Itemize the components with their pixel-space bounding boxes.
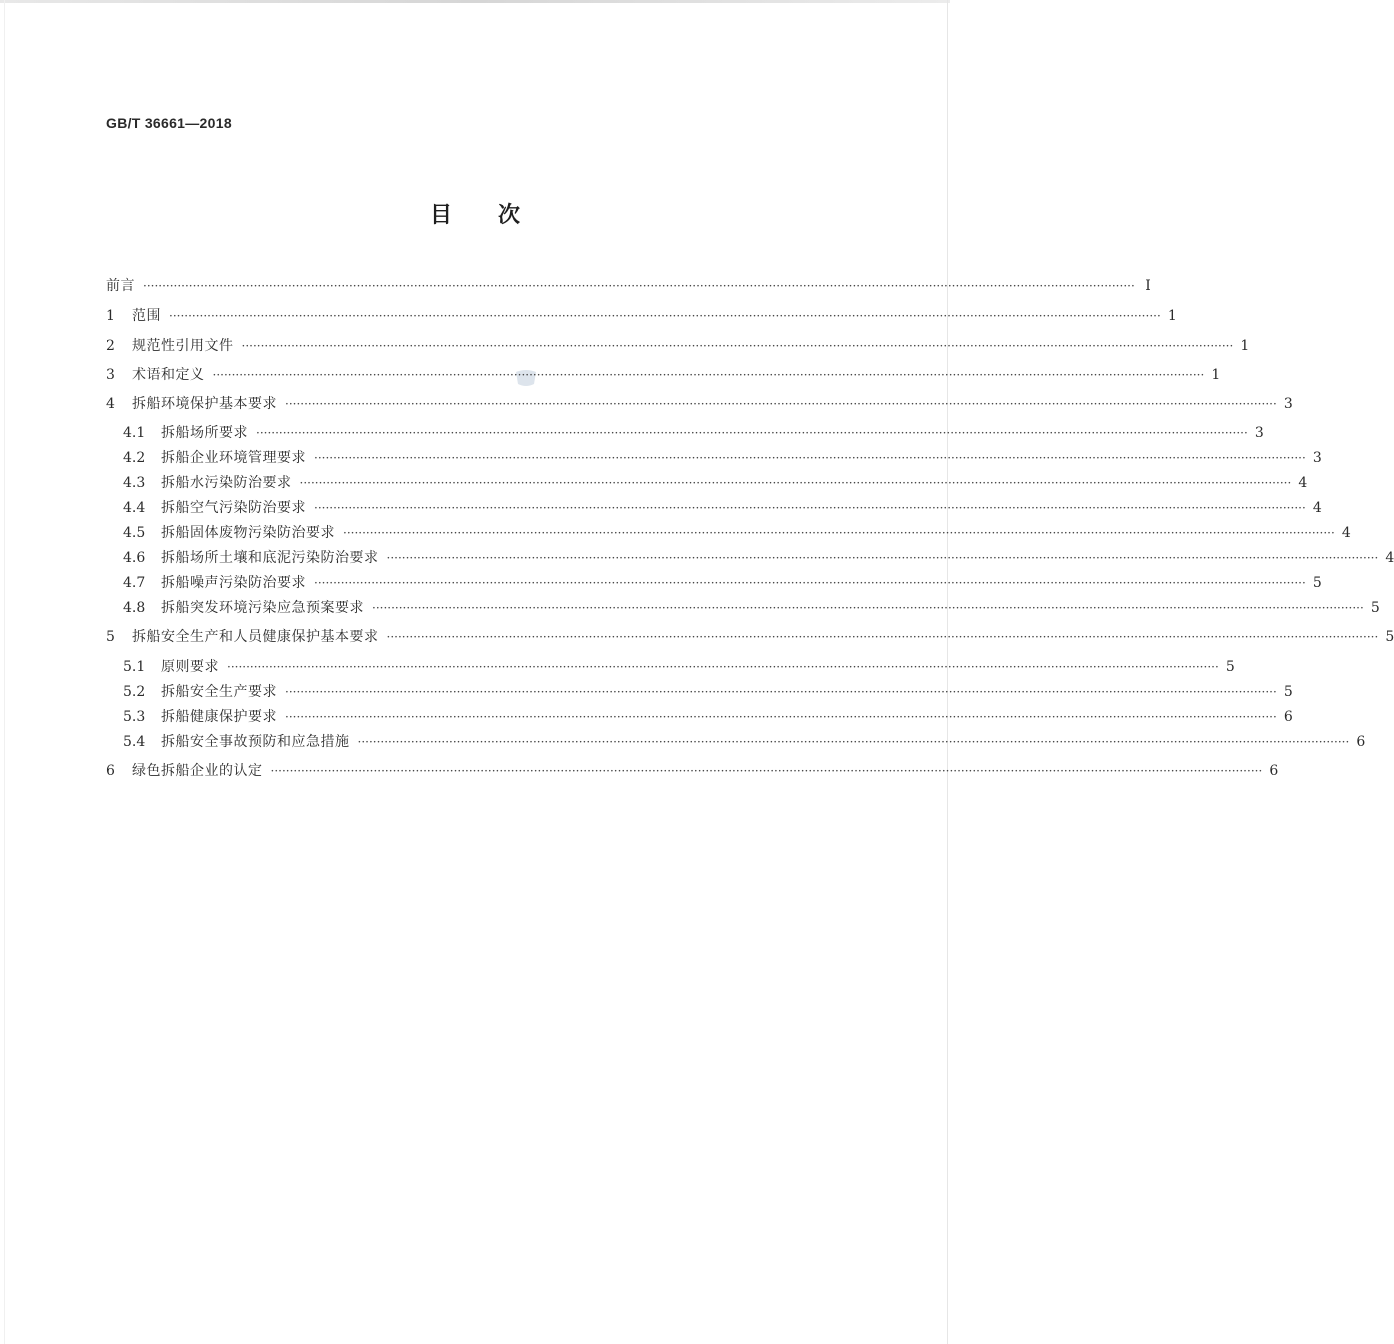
toc-entry-label: 拆船环境保护基本要求 bbox=[132, 396, 277, 412]
toc-entry-page: 3 bbox=[1254, 425, 1264, 441]
toc-entry-page: 1 bbox=[1240, 338, 1250, 354]
toc-entry-page: 5 bbox=[1385, 629, 1394, 645]
toc-entry-label: 规范性引用文件 bbox=[132, 338, 234, 354]
page-title: 目次 bbox=[429, 203, 566, 228]
toc-entry-page: 5 bbox=[1370, 600, 1380, 616]
toc-dot-leader: ···································································································································································································································································· bbox=[386, 551, 1379, 565]
toc-entry-label: 术语和定义 bbox=[132, 367, 205, 383]
toc-entry[interactable] bbox=[123, 423, 1264, 443]
toc-entry-page: 4 bbox=[1341, 525, 1351, 541]
toc-entry-label: 拆船固体废物污染防治要求 bbox=[161, 525, 335, 541]
toc-entry-label: 原则要求 bbox=[161, 659, 219, 675]
toc-entry[interactable] bbox=[106, 627, 1394, 647]
toc-dot-leader: ···································································································································································································································································· bbox=[270, 764, 1263, 778]
toc-entry-label: 拆船噪声污染防治要求 bbox=[161, 575, 306, 591]
toc-entry-number: 3 bbox=[106, 367, 115, 383]
toc-entry[interactable] bbox=[123, 523, 1351, 543]
toc-entry[interactable] bbox=[106, 761, 1279, 781]
toc-dot-leader: ···································································································································································································································································· bbox=[285, 710, 1277, 724]
toc-dot-leader: ···································································································································································································································································· bbox=[357, 735, 1350, 749]
toc-entry-label: 拆船空气污染防治要求 bbox=[161, 500, 306, 516]
toc-entry[interactable] bbox=[106, 394, 1293, 414]
toc-entry-label: 拆船健康保护要求 bbox=[161, 709, 277, 725]
toc-entry[interactable] bbox=[123, 498, 1322, 518]
toc-entry-label: 拆船场所要求 bbox=[161, 425, 248, 441]
toc-entry[interactable] bbox=[106, 276, 1151, 296]
toc-entry-label: 绿色拆船企业的认定 bbox=[132, 763, 263, 779]
toc-entry-number: 5.2 bbox=[123, 684, 146, 700]
toc-dot-leader: ···································································································································································································································································· bbox=[299, 476, 1292, 490]
page-top-edge bbox=[0, 0, 950, 3]
standard-number: GB/T 36661—2018 bbox=[106, 115, 232, 131]
toc-entry[interactable] bbox=[123, 448, 1322, 468]
toc-entry-page: 5 bbox=[1225, 659, 1235, 675]
toc-entry[interactable] bbox=[123, 657, 1235, 677]
toc-entry-number: 4 bbox=[106, 396, 115, 412]
toc-dot-leader: ···································································································································································································································································· bbox=[256, 426, 1248, 440]
toc-entry[interactable] bbox=[123, 473, 1308, 493]
toc-dot-leader: ···································································································································································································································································· bbox=[314, 576, 1306, 590]
toc-entry[interactable] bbox=[106, 306, 1177, 326]
toc-entry-number: 4.3 bbox=[123, 475, 146, 491]
toc-entry-page: 4 bbox=[1298, 475, 1308, 491]
toc-dot-leader: ···································································································································································································································································· bbox=[372, 601, 1364, 615]
toc-entry-label: 范围 bbox=[132, 308, 161, 324]
toc-dot-leader: ···································································································································································································································································· bbox=[285, 685, 1277, 699]
toc-dot-leader: ···································································································································································································································································· bbox=[241, 339, 1234, 353]
toc-entry[interactable] bbox=[106, 336, 1250, 356]
toc-entry[interactable] bbox=[123, 682, 1293, 702]
toc-entry-number: 4.1 bbox=[123, 425, 146, 441]
toc-entry-page: 4 bbox=[1385, 550, 1394, 566]
toc-entry[interactable] bbox=[106, 365, 1221, 385]
toc-dot-leader: ···································································································································································································································································· bbox=[314, 501, 1306, 515]
toc-entry-label: 拆船突发环境污染应急预案要求 bbox=[161, 600, 364, 616]
toc-entry-number: 5.3 bbox=[123, 709, 146, 725]
toc-dot-leader: ···································································································································································································································································· bbox=[143, 279, 1135, 293]
toc-entry-page: 6 bbox=[1283, 709, 1293, 725]
toc-entry-number: 6 bbox=[106, 763, 115, 779]
toc-entry-page: 5 bbox=[1312, 575, 1322, 591]
toc-dot-leader: ···································································································································································································································································· bbox=[169, 309, 1161, 323]
toc-entry-number: 5.1 bbox=[123, 659, 146, 675]
toc-entry-number: 4.7 bbox=[123, 575, 146, 591]
toc-dot-leader: ···································································································································································································································································· bbox=[314, 451, 1306, 465]
toc-dot-leader: ···································································································································································································································································· bbox=[285, 397, 1277, 411]
toc-entry-page: 4 bbox=[1312, 500, 1322, 516]
toc-entry-number: 4.6 bbox=[123, 550, 146, 566]
toc-entry[interactable] bbox=[123, 548, 1394, 568]
toc-entry-number: 5 bbox=[106, 629, 115, 645]
toc-entry-page: Ⅰ bbox=[1145, 278, 1151, 294]
toc-entry-number: 2 bbox=[106, 338, 115, 354]
toc-entry-label: 拆船安全生产和人员健康保护基本要求 bbox=[132, 629, 379, 645]
toc-entry[interactable] bbox=[123, 598, 1380, 618]
toc-entry-number: 5.4 bbox=[123, 734, 146, 750]
toc-entry-page: 5 bbox=[1283, 684, 1293, 700]
toc-entry-number: 4.2 bbox=[123, 450, 146, 466]
toc-entry-page: 3 bbox=[1312, 450, 1322, 466]
toc-dot-leader: ···································································································································································································································································· bbox=[212, 368, 1205, 382]
toc-entry-page: 3 bbox=[1283, 396, 1293, 412]
toc-entry-number: 4.5 bbox=[123, 525, 146, 541]
toc-entry-number: 1 bbox=[106, 308, 115, 324]
toc-entry-number: 4.8 bbox=[123, 600, 146, 616]
toc-entry-label: 拆船安全生产要求 bbox=[161, 684, 277, 700]
toc-entry-number: 4.4 bbox=[123, 500, 146, 516]
toc-dot-leader: ···································································································································································································································································· bbox=[343, 526, 1335, 540]
toc-entry[interactable] bbox=[123, 573, 1322, 593]
toc-entry-page: 1 bbox=[1167, 308, 1177, 324]
toc-entry-label: 拆船安全事故预防和应急措施 bbox=[161, 734, 350, 750]
toc-dot-leader: ···································································································································································································································································· bbox=[386, 630, 1379, 644]
toc-entry-label: 前言 bbox=[106, 278, 135, 294]
toc-entry-label: 拆船水污染防治要求 bbox=[161, 475, 292, 491]
toc-entry-label: 拆船场所土壤和底泥污染防治要求 bbox=[161, 550, 379, 566]
toc-entry[interactable] bbox=[123, 707, 1293, 727]
toc-entry-page: 6 bbox=[1356, 734, 1366, 750]
toc-entry-page: 6 bbox=[1269, 763, 1279, 779]
toc-dot-leader: ···································································································································································································································································· bbox=[227, 660, 1219, 674]
toc-entry-page: 1 bbox=[1211, 367, 1221, 383]
toc-entry-label: 拆船企业环境管理要求 bbox=[161, 450, 306, 466]
toc-entry[interactable] bbox=[123, 732, 1366, 752]
